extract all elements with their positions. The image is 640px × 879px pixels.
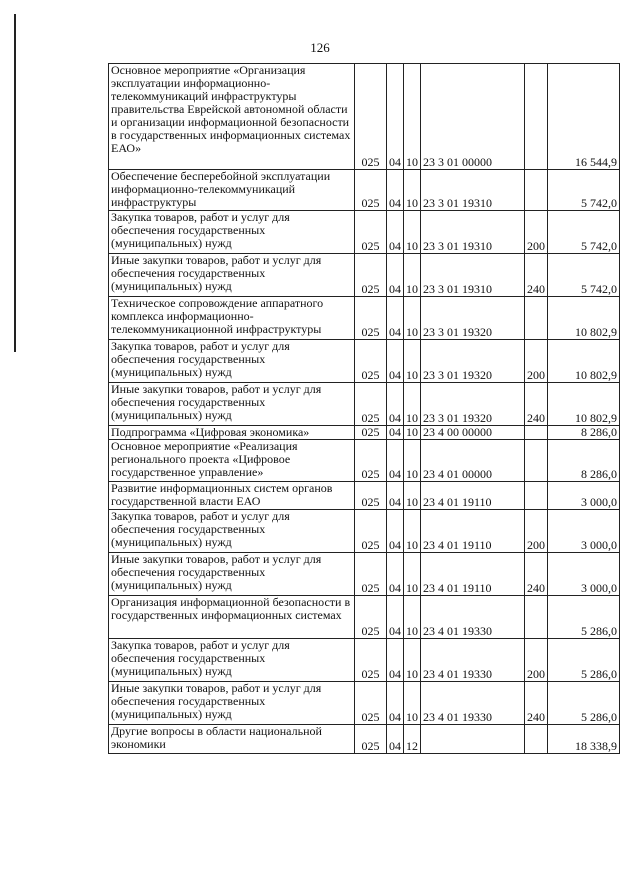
ministry-code: 025 bbox=[355, 211, 387, 254]
target-article-code: 23 3 01 19320 bbox=[421, 383, 525, 426]
expense-type-code: 200 bbox=[525, 510, 548, 553]
row-name: Другие вопросы в области национальной экономики bbox=[109, 725, 355, 754]
ministry-code: 025 bbox=[355, 340, 387, 383]
table-row bbox=[109, 682, 620, 725]
target-article-code: 23 4 01 19330 bbox=[421, 682, 525, 725]
budget-table-body bbox=[109, 64, 620, 754]
table-row bbox=[109, 340, 620, 383]
ministry-code: 025 bbox=[355, 510, 387, 553]
section-code: 04 bbox=[387, 211, 404, 254]
table-row bbox=[109, 440, 620, 482]
row-name: Организация информационной безопасности в государственных информационных системах bbox=[109, 596, 355, 639]
amount: 8 286,0 bbox=[548, 440, 620, 482]
ministry-code: 025 bbox=[355, 639, 387, 682]
amount: 5 742,0 bbox=[548, 254, 620, 297]
expense-type-code bbox=[525, 170, 548, 211]
section-code: 04 bbox=[387, 553, 404, 596]
budget-table bbox=[108, 63, 620, 754]
row-name: Иные закупки товаров, работ и услуг для обеспечения государственных (муниципальных) нужд bbox=[109, 254, 355, 297]
expense-type-code bbox=[525, 426, 548, 440]
amount: 8 286,0 bbox=[548, 426, 620, 440]
amount: 5 742,0 bbox=[548, 170, 620, 211]
subsection-code: 10 bbox=[404, 426, 421, 440]
section-code: 04 bbox=[387, 254, 404, 297]
section-code: 04 bbox=[387, 340, 404, 383]
target-article-code: 23 4 01 19110 bbox=[421, 510, 525, 553]
ministry-code: 025 bbox=[355, 64, 387, 170]
subsection-code: 10 bbox=[404, 170, 421, 211]
target-article-code: 23 4 01 19330 bbox=[421, 639, 525, 682]
expense-type-code bbox=[525, 64, 548, 170]
section-code: 04 bbox=[387, 440, 404, 482]
target-article-code: 23 3 01 00000 bbox=[421, 64, 525, 170]
target-article-code: 23 3 01 19320 bbox=[421, 297, 525, 340]
row-name: Развитие информационных систем органов государственной власти ЕАО bbox=[109, 482, 355, 510]
target-article-code: 23 4 00 00000 bbox=[421, 426, 525, 440]
table-row bbox=[109, 510, 620, 553]
expense-type-code bbox=[525, 297, 548, 340]
expense-type-code: 200 bbox=[525, 340, 548, 383]
section-code: 04 bbox=[387, 725, 404, 754]
page-number: 126 bbox=[310, 40, 330, 55]
ministry-code: 025 bbox=[355, 426, 387, 440]
table-row bbox=[109, 553, 620, 596]
section-code: 04 bbox=[387, 64, 404, 170]
row-name: Иные закупки товаров, работ и услуг для обеспечения государственных (муниципальных) нужд bbox=[109, 682, 355, 725]
target-article-code: 23 4 01 19110 bbox=[421, 553, 525, 596]
table-row bbox=[109, 725, 620, 754]
ministry-code: 025 bbox=[355, 170, 387, 211]
target-article-code: 23 3 01 19310 bbox=[421, 170, 525, 211]
target-article-code: 23 3 01 19310 bbox=[421, 211, 525, 254]
amount: 18 338,9 bbox=[548, 725, 620, 754]
section-code: 04 bbox=[387, 639, 404, 682]
target-article-code: 23 3 01 19310 bbox=[421, 254, 525, 297]
row-name: Обеспечение бесперебойной эксплуатации информационно-телекоммуникаций инфраструктуры bbox=[109, 170, 355, 211]
section-code: 04 bbox=[387, 510, 404, 553]
expense-type-code bbox=[525, 440, 548, 482]
table-row bbox=[109, 254, 620, 297]
expense-type-code: 240 bbox=[525, 682, 548, 725]
subsection-code: 10 bbox=[404, 297, 421, 340]
target-article-code: 23 4 01 19110 bbox=[421, 482, 525, 510]
table-row bbox=[109, 211, 620, 254]
row-name: Основное мероприятие «Организация эксплуатации информационно-телекоммуникаций инфраструктуры правительства Еврейской автономной области и организации информационной безопасности в государственных информационных системах ЕАО» bbox=[109, 64, 355, 170]
amount: 5 742,0 bbox=[548, 211, 620, 254]
subsection-code: 10 bbox=[404, 211, 421, 254]
target-article-code: 23 3 01 19320 bbox=[421, 340, 525, 383]
row-name: Иные закупки товаров, работ и услуг для обеспечения государственных (муниципальных) нужд bbox=[109, 383, 355, 426]
amount: 16 544,9 bbox=[548, 64, 620, 170]
expense-type-code bbox=[525, 596, 548, 639]
row-name: Иные закупки товаров, работ и услуг для обеспечения государственных (муниципальных) нужд bbox=[109, 553, 355, 596]
row-name: Закупка товаров, работ и услуг для обеспечения государственных (муниципальных) нужд bbox=[109, 510, 355, 553]
expense-type-code: 240 bbox=[525, 383, 548, 426]
subsection-code: 10 bbox=[404, 64, 421, 170]
subsection-code: 10 bbox=[404, 482, 421, 510]
row-name: Основное мероприятие «Реализация регионального проекта «Цифровое государственное управление» bbox=[109, 440, 355, 482]
ministry-code: 025 bbox=[355, 440, 387, 482]
amount: 3 000,0 bbox=[548, 553, 620, 596]
row-name: Закупка товаров, работ и услуг для обеспечения государственных (муниципальных) нужд bbox=[109, 340, 355, 383]
ministry-code: 025 bbox=[355, 596, 387, 639]
table-row bbox=[109, 170, 620, 211]
ministry-code: 025 bbox=[355, 553, 387, 596]
subsection-code: 10 bbox=[404, 596, 421, 639]
section-code: 04 bbox=[387, 297, 404, 340]
ministry-code: 025 bbox=[355, 297, 387, 340]
ministry-code: 025 bbox=[355, 254, 387, 297]
table-row bbox=[109, 426, 620, 440]
table-row bbox=[109, 596, 620, 639]
amount: 5 286,0 bbox=[548, 639, 620, 682]
row-name: Закупка товаров, работ и услуг для обеспечения государственных (муниципальных) нужд bbox=[109, 639, 355, 682]
subsection-code: 10 bbox=[404, 254, 421, 297]
subsection-code: 10 bbox=[404, 639, 421, 682]
amount: 10 802,9 bbox=[548, 297, 620, 340]
amount: 3 000,0 bbox=[548, 482, 620, 510]
amount: 5 286,0 bbox=[548, 596, 620, 639]
amount: 10 802,9 bbox=[548, 383, 620, 426]
subsection-code: 10 bbox=[404, 440, 421, 482]
table-row bbox=[109, 297, 620, 340]
amount: 10 802,9 bbox=[548, 340, 620, 383]
subsection-code: 10 bbox=[404, 553, 421, 596]
section-code: 04 bbox=[387, 426, 404, 440]
ministry-code: 025 bbox=[355, 682, 387, 725]
ministry-code: 025 bbox=[355, 383, 387, 426]
expense-type-code bbox=[525, 482, 548, 510]
expense-type-code: 240 bbox=[525, 254, 548, 297]
section-code: 04 bbox=[387, 482, 404, 510]
section-code: 04 bbox=[387, 682, 404, 725]
expense-type-code: 200 bbox=[525, 211, 548, 254]
expense-type-code: 200 bbox=[525, 639, 548, 682]
row-name: Закупка товаров, работ и услуг для обеспечения государственных (муниципальных) нужд bbox=[109, 211, 355, 254]
row-name: Техническое сопровождение аппаратного комплекса информационно-телекоммуникационной инфраструктуры bbox=[109, 297, 355, 340]
table-row bbox=[109, 639, 620, 682]
ministry-code: 025 bbox=[355, 482, 387, 510]
section-code: 04 bbox=[387, 383, 404, 426]
table-row bbox=[109, 482, 620, 510]
subsection-code: 10 bbox=[404, 383, 421, 426]
subsection-code: 10 bbox=[404, 340, 421, 383]
section-code: 04 bbox=[387, 170, 404, 211]
ministry-code: 025 bbox=[355, 725, 387, 754]
expense-type-code: 240 bbox=[525, 553, 548, 596]
target-article-code: 23 4 01 19330 bbox=[421, 596, 525, 639]
left-margin-line bbox=[14, 14, 16, 352]
subsection-code: 12 bbox=[404, 725, 421, 754]
amount: 5 286,0 bbox=[548, 682, 620, 725]
subsection-code: 10 bbox=[404, 682, 421, 725]
target-article-code: 23 4 01 00000 bbox=[421, 440, 525, 482]
table-row bbox=[109, 64, 620, 170]
table-row bbox=[109, 383, 620, 426]
target-article-code bbox=[421, 725, 525, 754]
amount: 3 000,0 bbox=[548, 510, 620, 553]
subsection-code: 10 bbox=[404, 510, 421, 553]
section-code: 04 bbox=[387, 596, 404, 639]
expense-type-code bbox=[525, 725, 548, 754]
row-name: Подпрограмма «Цифровая экономика» bbox=[109, 426, 355, 440]
